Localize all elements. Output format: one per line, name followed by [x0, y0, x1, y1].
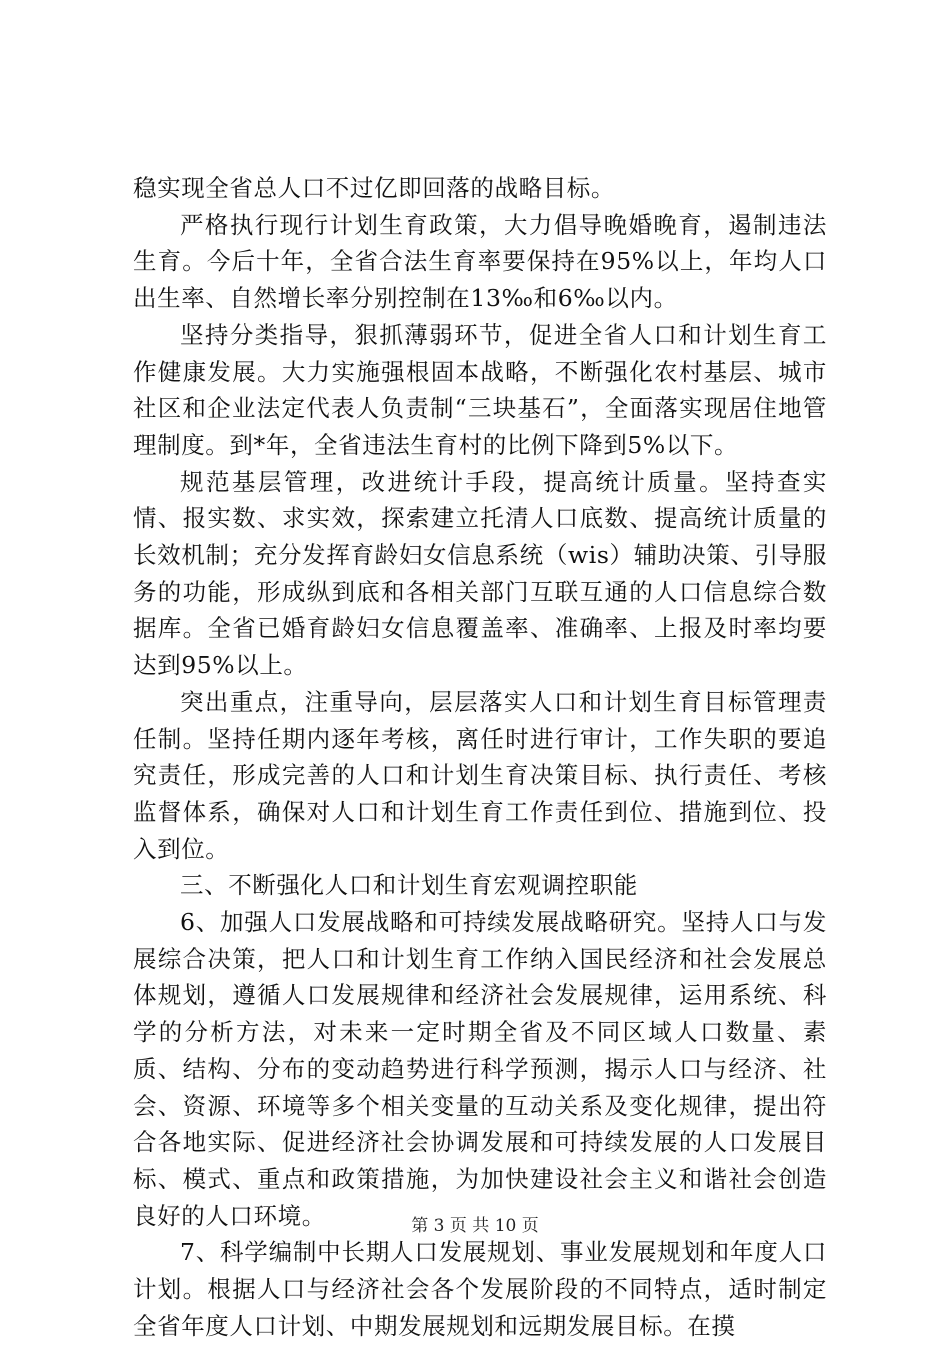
section-heading: 三、不断强化人口和计划生育宏观调控职能 [180, 871, 638, 900]
page-footer: 第 3 页 共 10 页 [411, 1216, 539, 1236]
document-body [133, 170, 827, 1345]
paragraph-1: 稳实现全省总人口不过亿即回落的战略目标。 [133, 174, 615, 202]
paragraph-5: 突出重点，注重导向，层层落实人口和计划生育目标管理责任制。坚持任期内逐年考核，离任时进行审计，工作失职的要追究责任，形成完善的人口和计划生育决策目标、执行责任、考核监督体系，确保对人口和计划生育工作责任到位、措施到位、投入到位。 [133, 687, 827, 863]
paragraph-7: 6、加强人口发展战略和可持续发展战略研究。坚持人口与发展综合决策，把人口和计划生育工作纳入国民经济和社会发展总体规划，遵循人口发展规律和经济社会发展规律，运用系统、科学的分析方法，对未来一定时期全省及不同区域人口数量、素质、结构、分布的变动趋势进行科学预测，揭示人口与经济、社会、资源、环境等多个相关变量的互动关系及变化规律，提出符合各地实际、促进经济社会协调发展和可持续发展的人口发展目标、模式、重点和政策措施，为加快建设社会主义和谐社会创造良好的人口环境。 [133, 908, 827, 1230]
paragraph-2: 严格执行现行计划生育政策，大力倡导晚婚晚育，遏制违法生育。今后十年，全省合法生育率要保持在95%以上，年均人口出生率、自然增长率分别控制在13‰和6‰以内。 [133, 210, 827, 313]
paragraph-4: 规范基层管理，改进统计手段，提高统计质量。坚持查实情、报实数、求实效，探索建立托清人口底数、提高统计质量的长效机制；充分发挥育龄妇女信息系统（wis）辅助决策、引导服务的功能，形成纵到底和各相关部门互联互通的人口信息综合数据库。全省已婚育龄妇女信息覆盖率、准确率、上报及时率均要达到95%以上。 [133, 467, 827, 680]
paragraph-3: 坚持分类指导，狠抓薄弱环节，促进全省人口和计划生育工作健康发展。大力实施强根固本战略，不断强化农村基层、城市社区和企业法定代表人负责制“三块基石”，全面落实现居住地管理制度。到*年，全省违法生育村的比例下降到5%以下。 [133, 320, 827, 459]
paragraph-8: 7、科学编制中长期人口发展规划、事业发展规划和年度人口计划。根据人口与经济社会各个发展阶段的不同特点，适时制定全省年度人口计划、中期发展规划和远期发展目标。在摸 [133, 1238, 827, 1340]
